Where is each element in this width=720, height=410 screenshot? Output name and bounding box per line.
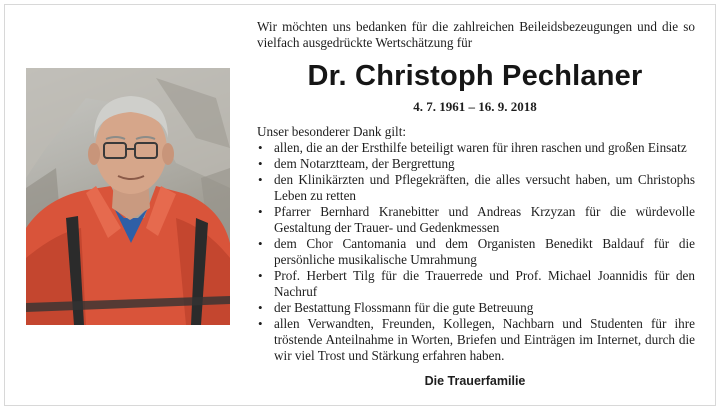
- bullet-icon: •: [258, 204, 263, 219]
- list-item: [257, 140, 695, 156]
- portrait-photo: [26, 68, 230, 325]
- list-item: [257, 236, 695, 268]
- list-item-text: allen Verwandten, Freunden, Kollegen, Nachbarn und Studenten für ihre tröstende Anteilnahme in Worten, Briefen und Einträgen im Internet, durch die wir viel Trost und Stärkung erfahren haben.: [274, 316, 695, 363]
- list-item-text: den Klinikärzten und Pflegekräften, die alles versucht haben, um Christophs Leben zu retten: [274, 172, 695, 203]
- list-item: [257, 316, 695, 364]
- thanks-list: [257, 140, 695, 364]
- list-item: [257, 300, 695, 316]
- bullet-icon: •: [258, 236, 263, 251]
- list-item: [257, 172, 695, 204]
- intro-text: Wir möchten uns bedanken für die zahlreichen Beileidsbezeugungen und die so vielfach ausgedrückte Wertschätzung für: [257, 19, 695, 50]
- bullet-icon: •: [258, 268, 263, 283]
- list-item-text: Pfarrer Bernhard Kranebitter und Andreas Krzyzan für die würdevolle Gestaltung der Trauer- und Gedenkmessen: [274, 204, 695, 235]
- portrait-illustration: [26, 68, 230, 325]
- bullet-icon: •: [258, 156, 263, 171]
- deceased-name: Dr. Christoph Pechlaner: [307, 60, 643, 92]
- list-item-text: Prof. Herbert Tilg für die Trauerrede und Prof. Michael Joannidis für den Nachruf: [274, 268, 695, 299]
- life-dates: 4. 7. 1961 – 16. 9. 2018: [413, 99, 537, 114]
- bullet-icon: •: [258, 316, 263, 331]
- list-item: [257, 268, 695, 300]
- list-item-text: dem Chor Cantomania und dem Organisten Benedikt Baldauf für die persönliche musikalische Umrahmung: [274, 236, 695, 267]
- bullet-icon: •: [258, 300, 263, 315]
- list-item-text: der Bestattung Flossmann für die gute Betreuung: [274, 300, 534, 315]
- bullet-icon: •: [258, 140, 263, 155]
- list-item: [257, 204, 695, 236]
- family-signature: Die Trauerfamilie: [424, 374, 526, 388]
- list-item: [257, 156, 695, 172]
- bullet-icon: •: [258, 172, 263, 187]
- thanks-heading: Unser besonderer Dank gilt:: [257, 124, 407, 139]
- list-item-text: allen, die an der Ersthilfe beteiligt waren für ihren raschen und großen Einsatz: [274, 140, 687, 155]
- list-item-text: dem Notarztteam, der Bergrettung: [274, 156, 455, 171]
